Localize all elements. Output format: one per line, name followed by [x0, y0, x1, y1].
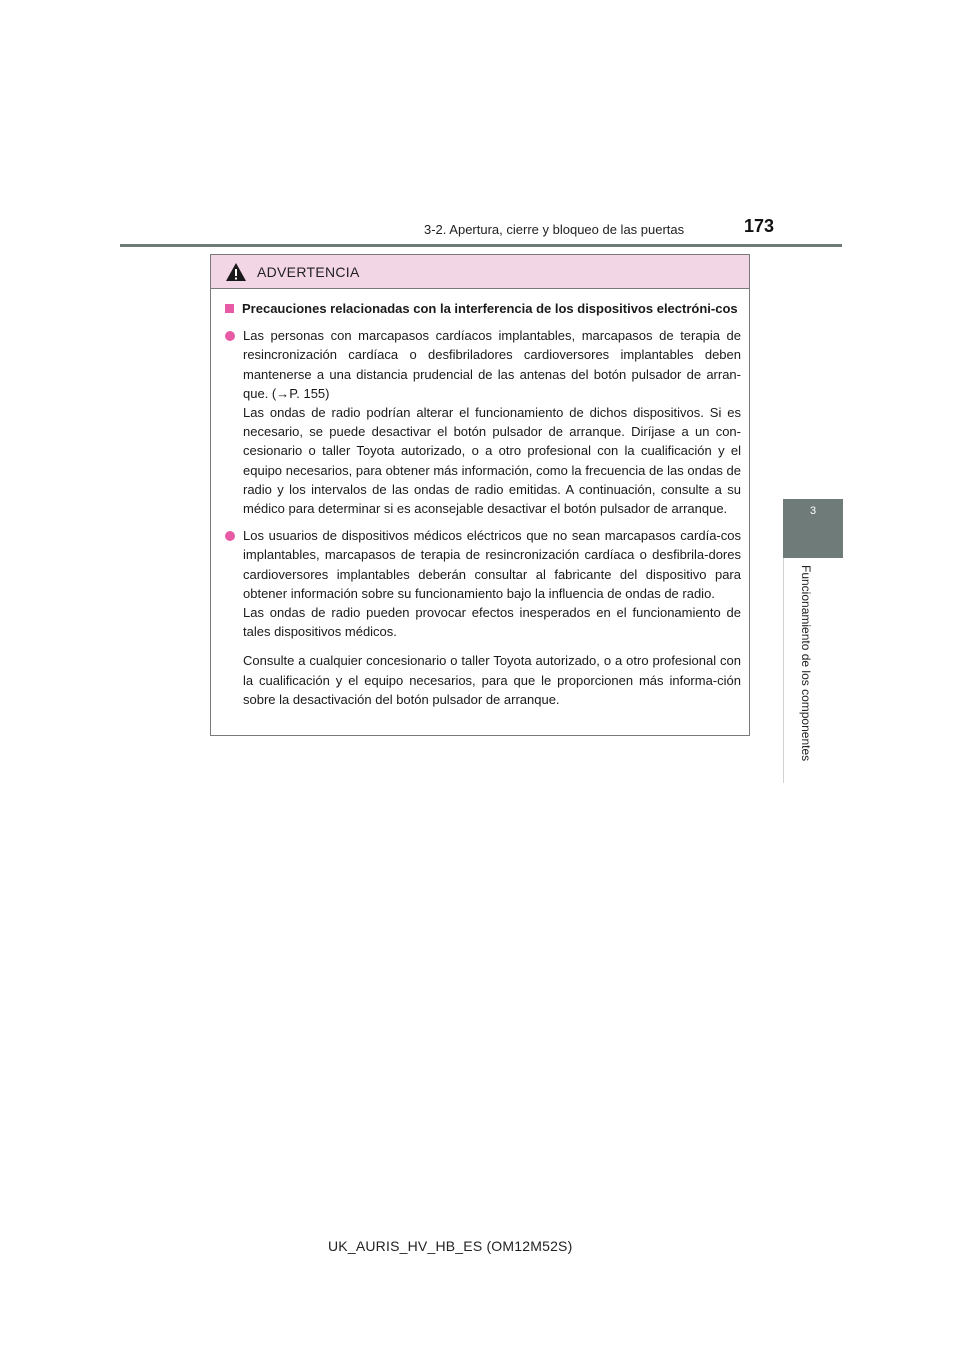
circle-bullet-icon — [225, 531, 235, 541]
bullet-paragraph: Los usuarios de dispositivos médicos eléctricos que no sean marcapasos cardía-cos implantables, marcapasos de terapia de resincronización cardíaca o desfibrila-dores cardioversores implantables deberán consultar al fabricante del dispositivo para obtener información sobre su funcionamiento bajo la influencia de ondas de radio. — [243, 528, 741, 601]
warning-body — [211, 289, 749, 709]
section-heading-text: Precauciones relacionadas con la interferencia de los dispositivos electróni-cos — [242, 301, 738, 316]
warning-header — [211, 255, 749, 289]
page-number: 173 — [744, 216, 775, 236]
chapter-title: Funcionamiento de los componentes — [799, 565, 813, 762]
warning-box — [210, 254, 750, 736]
section-heading — [225, 299, 741, 318]
header-divider — [120, 244, 842, 247]
header-section-title: 3-2. Apertura, cierre y bloqueo de las puertas — [424, 222, 685, 237]
bullet-paragraph: Las personas con marcapasos cardíacos implantables, marcapasos de terapia de resincronización cardíaca o desfibriladores cardioversores implantables deben mantenerse a una distancia prudencial de las antenas del botón pulsador de arran-que. (→P. 155) — [243, 328, 741, 401]
warning-note: Consulte a cualquier concesionario o taller Toyota autorizado, o a otro profesional con la cualificación y el equipo necesarios, para que le proporcionen más informa-ción sobre la desactivación del botón pulsador de arranque. — [243, 653, 741, 707]
chapter-number: 3 — [809, 505, 817, 517]
circle-bullet-icon — [225, 331, 235, 341]
document-code: UK_AURIS_HV_HB_ES (OM12M52S) — [328, 1238, 573, 1254]
list-item — [225, 526, 741, 641]
square-bullet-icon — [225, 304, 234, 313]
bullet-paragraph: Las ondas de radio pueden provocar efectos inesperados en el funcionamiento de tales dispositivos médicos. — [243, 605, 741, 640]
warning-title: ADVERTENCIA — [257, 263, 360, 280]
warning-triangle-icon — [225, 262, 247, 282]
list-item — [225, 326, 741, 518]
chapter-side-bar — [783, 558, 844, 783]
bullet-paragraph: Las ondas de radio podrían alterar el funcionamiento de dichos dispositivos. Si es necesario, se puede desactivar el botón pulsador de arranque. Diríjase a un con-cesionario o taller Toyota autorizado, o a otro profesional con la cualificación y el equipo necesarios, para obtener más información, como la frecuencia de las ondas de radio y los intervalos de las ondas de radio emitidas. A continuación, consulte a su médico para determinar si es aconsejable desactivar el botón pulsador de arranque. — [243, 405, 741, 517]
chapter-tab — [783, 499, 843, 558]
